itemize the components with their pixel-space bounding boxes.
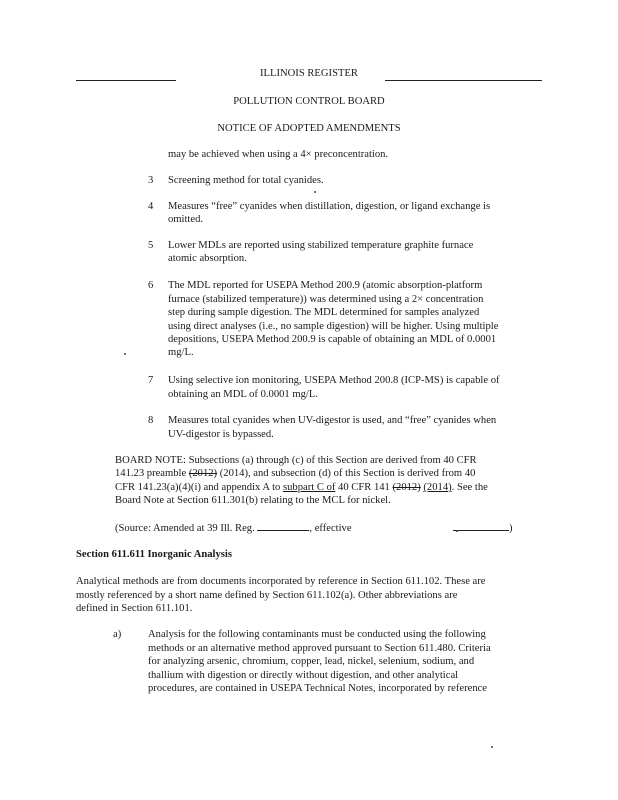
board-title: POLLUTION CONTROL BOARD — [233, 96, 385, 107]
subsection-a-line-1: Analysis for the following contaminants must be conducted using the following — [148, 629, 486, 640]
footnote-6-line-5: depositions, USEPA Method 200.9 is capable of obtaining an MDL of 0.0001 — [168, 334, 497, 345]
footnote-8-line-2: UV-digestor is bypassed. — [168, 429, 274, 440]
footnote-3-text: Screening method for total cyanides. — [168, 175, 324, 186]
footnote-5-number: 5 — [148, 240, 154, 251]
footnote-7-line-2: obtaining an MDL of 0.0001 mg/L. — [168, 389, 318, 400]
footnote-3-number: 3 — [148, 175, 154, 186]
struck-text: (2012) — [392, 482, 421, 493]
footnote-7-line-1: Using selective ion monitoring, USEPA Method 200.8 (ICP-MS) is capable of — [168, 375, 500, 386]
board-note-line-3: CFR 141.23(a)(4)(i) and appendix A to subpart C of 40 CFR 141 (2012) (2014). See the — [115, 482, 488, 493]
footnote-6-line-3: step during sample digestion. The MDL determined for samples analyzed — [168, 307, 480, 318]
section-heading: Section 611.611 Inorganic Analysis — [76, 549, 232, 560]
subsection-a-line-4: thallium with digestion or directly without digestion, and other analytical — [148, 670, 459, 681]
header-rule-right — [385, 80, 542, 81]
footnote-5-line-1: Lower MDLs are reported using stabilized temperature graphite furnace — [168, 240, 474, 251]
register-title: ILLINOIS REGISTER — [260, 68, 358, 79]
board-note-line-2: 141.23 preamble (2012) (2014), and subsection (d) of this Section is derived from 40 — [115, 468, 476, 479]
scan-speck — [491, 746, 493, 748]
footnote-2-tail: may be achieved when using a 4× preconcentration. — [168, 149, 389, 160]
struck-text: (2012) — [188, 468, 218, 479]
footnote-8-line-1: Measures total cyanides when UV-digestor is used, and “free” cyanides when — [168, 415, 497, 426]
subsection-a-line-5: procedures, are contained in USEPA Technical Notes, incorporated by reference — [148, 683, 488, 694]
section-paragraph-line-2: mostly referenced by a short name defined by Section 611.102(a). Other abbreviations are — [76, 590, 458, 601]
subsection-a-line-2: methods or an alternative method approved pursuant to Section 611.480. Criteria — [148, 643, 491, 654]
footnote-6-line-2: furnace (stabilized temperature)) was determined using a 2× concentration — [168, 294, 484, 305]
board-note-line-4: Board Note at Section 611.301(b) relating to the MCL for nickel. — [115, 495, 391, 506]
footnote-6-line-4: using direct analyses (i.e., no sample digestion) will be higher. Using multiple — [168, 321, 499, 332]
footnote-8-number: 8 — [148, 415, 154, 426]
notice-title: NOTICE OF ADOPTED AMENDMENTS — [217, 123, 401, 134]
underlined-text: (2014) — [423, 482, 452, 493]
reg-blank — [257, 521, 309, 531]
section-paragraph-line-3: defined in Section 611.101. — [76, 603, 193, 614]
underlined-text: subpart C of — [283, 482, 336, 493]
source-line: (Source: Amended at 39 Ill. Reg. , effective — [115, 523, 352, 534]
footnote-5-line-2: atomic absorption. — [168, 253, 247, 264]
header-rule-left — [76, 80, 176, 81]
scan-speck — [124, 353, 126, 355]
footnote-6-line-6: mg/L. — [168, 347, 194, 358]
footnote-7-number: 7 — [148, 375, 154, 386]
footnote-6-line-1: The MDL reported for USEPA Method 200.9 (atomic absorption-platform — [168, 280, 483, 291]
subsection-a-label: a) — [113, 629, 122, 640]
scan-speck — [314, 191, 316, 193]
effective-date-blank-group: ) — [453, 521, 513, 535]
footnote-6-number: 6 — [148, 280, 154, 291]
footnote-4-line-2: omitted. — [168, 214, 204, 225]
effective-date-blank — [453, 521, 509, 531]
subsection-a-line-3: for analyzing arsenic, chromium, copper, lead, nickel, selenium, sodium, and — [148, 656, 475, 667]
footnote-4-line-1: Measures “free” cyanides when distillation, digestion, or ligand exchange is — [168, 201, 491, 212]
footnote-4-number: 4 — [148, 201, 154, 212]
board-note-line-1: BOARD NOTE: Subsections (a) through (c) of this Section are derived from 40 CFR — [115, 455, 477, 466]
scan-speck — [456, 530, 458, 532]
section-paragraph-line-1: Analytical methods are from documents incorporated by reference in Section 611.102. These are — [76, 576, 486, 587]
